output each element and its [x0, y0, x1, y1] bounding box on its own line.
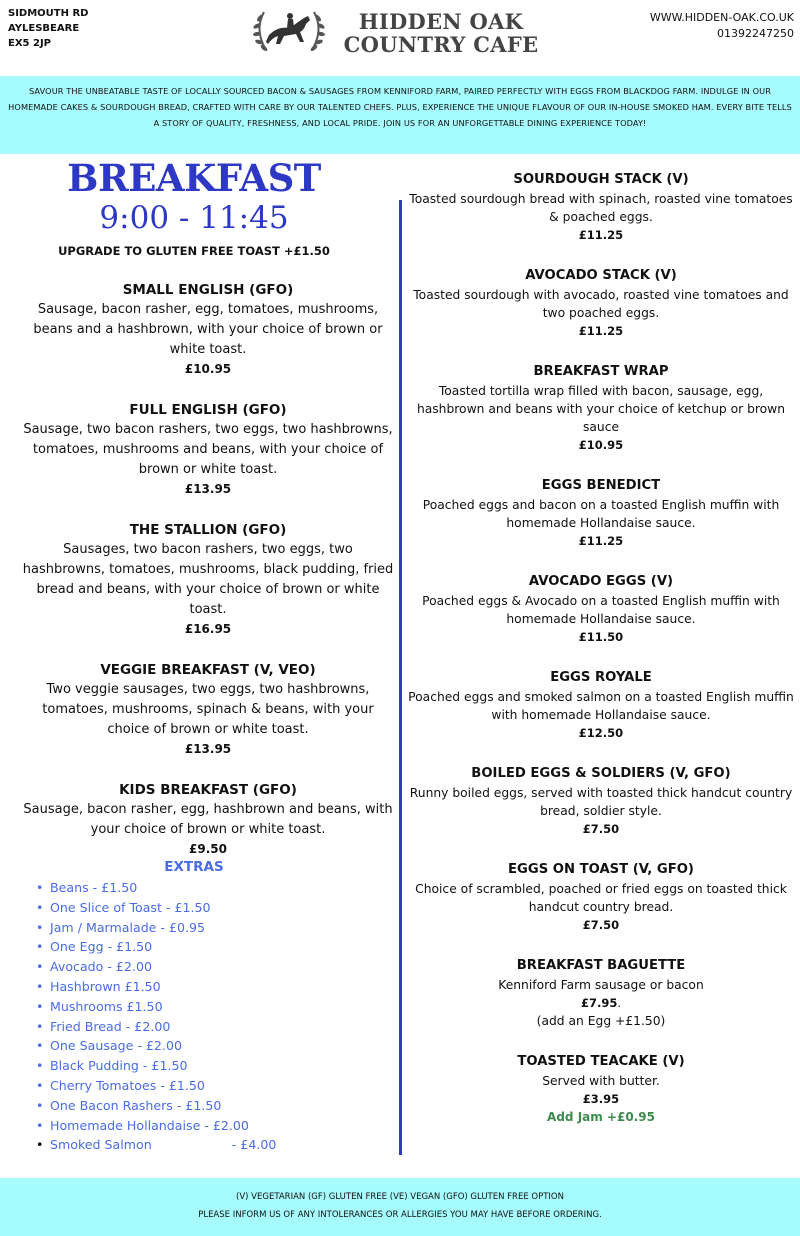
menu-item-desc: Poached eggs & Avocado on a toasted English muffin with homemade Hollandaise sauce. [422, 594, 780, 626]
menu-item-price: £12.50 [578, 726, 624, 740]
footer-banner [0, 1178, 800, 1236]
menu-item-name: THE STALLION (GFO) [129, 522, 287, 538]
address-line: SIDMOUTH RD [8, 8, 89, 19]
price-suffix: . [617, 996, 622, 1010]
menu-item [402, 860, 800, 934]
extras-item: • Beans - £1.50 [36, 878, 400, 898]
extras-item: • One Egg - £1.50 [36, 937, 400, 957]
menu-item-addon: (add an Egg +£1.50) [536, 1014, 666, 1028]
extras-list [36, 878, 400, 1155]
menu-item-name: TOASTED TEACAKE (V) [517, 1054, 685, 1069]
menu-item-desc: Sausage, bacon rasher, egg, hashbrown and beans, with your choice of brown or white toast. [23, 802, 393, 837]
menu-item-name: AVOCADO STACK (V) [525, 268, 677, 283]
extras-item: • Smoked Salmon - £4.00 [36, 1135, 400, 1155]
address-block [8, 6, 88, 51]
brand-line: HIDDEN OAK [358, 9, 524, 34]
menu-item-name: FULL ENGLISH (GFO) [129, 402, 287, 418]
extras-item: • Cherry Tomatoes - £1.50 [36, 1076, 400, 1096]
menu-item [402, 668, 800, 742]
menu-item [2, 660, 414, 758]
address-line: EX5 2JP [8, 38, 51, 49]
menu-item-price: £3.95 [582, 1092, 620, 1106]
menu-item-name: SMALL ENGLISH (GFO) [122, 282, 294, 298]
menu-item-name: AVOCADO EGGS (V) [528, 574, 674, 589]
menu-item-desc: Toasted tortilla wrap filled with bacon, sausage, egg, hashbrown and beans with your choice of ketchup or brown sauce [416, 384, 786, 434]
menu-item-name: BREAKFAST BAGUETTE [516, 958, 686, 973]
menu-item-desc: Toasted sourdough bread with spinach, roasted vine tomatoes & poached eggs. [409, 192, 793, 224]
extras-item: • Black Pudding - £1.50 [36, 1056, 400, 1076]
menu-item-name: EGGS ROYALE [550, 670, 652, 685]
menu-item-price: £13.95 [184, 742, 232, 756]
website-link[interactable]: WWW.HIDDEN-OAK.CO.UK [649, 11, 794, 24]
menu-item-name: VEGGIE BREAKFAST (V, VEO) [100, 662, 316, 678]
menu-item-desc: Sausage, bacon rasher, egg, tomatoes, mushrooms, beans and a hashbrown, with your choice of brown or white toast. [33, 302, 383, 357]
menu-item-desc: Two veggie sausages, two eggs, two hashbrowns, tomatoes, mushrooms, spinach & beans, with your choice of brown or white toast. [42, 682, 374, 737]
menu-item-desc: Poached eggs and bacon on a toasted English muffin with homemade Hollandaise sauce. [422, 498, 780, 530]
menu-item-desc: Poached eggs and smoked salmon on a toasted English muffin with homemade Hollandaise sauce. [408, 690, 794, 722]
extras-item: • Fried Bread - £2.00 [36, 1017, 400, 1037]
gluten-free-upgrade-note: UPGRADE TO GLUTEN FREE TOAST +£1.50 [58, 244, 330, 258]
menu-item-name: BREAKFAST WRAP [533, 364, 669, 379]
brand-line: COUNTRY CAFE [343, 32, 539, 57]
menu-item [402, 476, 800, 550]
menu-item-desc: Served with butter. [542, 1074, 660, 1088]
menu-item-desc: Kenniford Farm sausage or bacon [498, 978, 704, 992]
extras-item: • Mushrooms £1.50 [36, 997, 400, 1017]
menu-item [402, 362, 800, 454]
extras-item: • Homemade Hollandaise - £2.00 [36, 1116, 400, 1136]
menu-item-name: EGGS BENEDICT [541, 478, 661, 493]
menu-item [2, 520, 414, 638]
horse-rider-logo-icon [250, 4, 328, 56]
menu-item [2, 780, 414, 858]
menu-item-price: £11.25 [578, 228, 624, 242]
menu-item-desc: Choice of scrambled, poached or fried eggs on toasted thick handcut country bread. [415, 882, 787, 914]
menu-item-price: £10.95 [184, 362, 232, 376]
price-value: £7.95 [580, 996, 618, 1010]
breakfast-title: BREAKFAST [67, 156, 321, 200]
menu-item-price: £11.25 [578, 324, 624, 338]
menu-item-desc: Sausages, two bacon rashers, two eggs, two hashbrowns, tomatoes, mushrooms, black pudding, fried bread and beans, with your choice of brown or white toast. [22, 542, 394, 617]
extras-item: • Avocado - £2.00 [36, 957, 400, 977]
menu-item [402, 266, 800, 340]
brand-name [336, 10, 546, 56]
menu-item-price [402, 994, 800, 1012]
menu-item-addon: Add Jam +£0.95 [547, 1110, 655, 1124]
menu-item-name: EGGS ON TOAST (V, GFO) [508, 862, 694, 877]
menu-item-name: KIDS BREAKFAST (GFO) [119, 782, 297, 798]
menu-item-desc: Runny boiled eggs, served with toasted thick handcut country bread, soldier style. [409, 786, 793, 818]
menu-item-desc: Sausage, two bacon rashers, two eggs, two hashbrowns, tomatoes, mushrooms and beans, with your choice of brown or white toast. [23, 422, 393, 477]
menu-item [2, 400, 414, 498]
menu-item [402, 1052, 800, 1126]
menu-item-price: £7.50 [582, 822, 620, 836]
allergy-notice: PLEASE INFORM US OF ANY INTOLERANCES OR ALLERGIES YOU MAY HAVE BEFORE ORDERING. [198, 1210, 602, 1220]
breakfast-hours: 9:00 - 11:45 [99, 200, 289, 236]
menu-item [402, 764, 800, 838]
menu-item-price: £9.50 [189, 842, 227, 856]
menu-item-name: BOILED EGGS & SOLDIERS (V, GFO) [471, 766, 731, 781]
menu-item-price: £10.95 [578, 438, 624, 452]
extras-item: • Jam / Marmalade - £0.95 [36, 918, 400, 938]
extras-item: • Hashbrown £1.50 [36, 977, 400, 997]
header [0, 0, 800, 76]
phone-number[interactable]: 01392247250 [717, 27, 794, 40]
menu-item [402, 170, 800, 244]
extras-item: • One Bacon Rashers - £1.50 [36, 1096, 400, 1116]
left-column [0, 156, 400, 1155]
contact-block [650, 10, 794, 42]
menu-item-price: £7.50 [582, 918, 620, 932]
menu-item-price: £16.95 [184, 622, 232, 636]
menu-item-desc: Toasted sourdough with avocado, roasted vine tomatoes and two poached eggs. [413, 288, 789, 320]
menu-item-price: £11.50 [578, 630, 624, 644]
address-line: AYLESBEARE [8, 23, 80, 34]
dietary-legend: (V) VEGETARIAN (GF) GLUTEN FREE (VE) VEGAN (GFO) GLUTEN FREE OPTION [236, 1192, 564, 1202]
extras-item: • One Slice of Toast - £1.50 [36, 898, 400, 918]
extras-item: • One Sausage - £2.00 [36, 1036, 400, 1056]
right-column [402, 170, 800, 1126]
intro-banner: SAVOUR THE UNBEATABLE TASTE OF LOCALLY SOURCED BACON & SAUSAGES FROM KENNIFORD FARM, PAIRED PERFECTLY WITH EGGS FROM BLACKDOG FARM. INDULGE IN OUR HOMEMADE CAKES & SOURDOUGH BREAD, CRAFTED WITH CARE BY OUR TALENTED CHEFS. PLUS, EXPERIENCE THE UNIQUE FLAVOUR OF OUR IN-HOUSE SMOKED HAM. EVERY BITE TELLS A STORY OF QUALITY, FRESHNESS, AND LOCAL PRIDE. JOIN US FOR AN UNFORGETTABLE DINING EXPERIENCE TODAY! [0, 76, 800, 154]
menu-item-price: £11.25 [578, 534, 624, 548]
menu-item [2, 280, 414, 378]
menu-item [402, 572, 800, 646]
menu-item-name: SOURDOUGH STACK (V) [513, 172, 689, 187]
extras-title: EXTRAS [164, 859, 224, 875]
menu-item-price: £13.95 [184, 482, 232, 496]
menu-item [402, 956, 800, 1030]
